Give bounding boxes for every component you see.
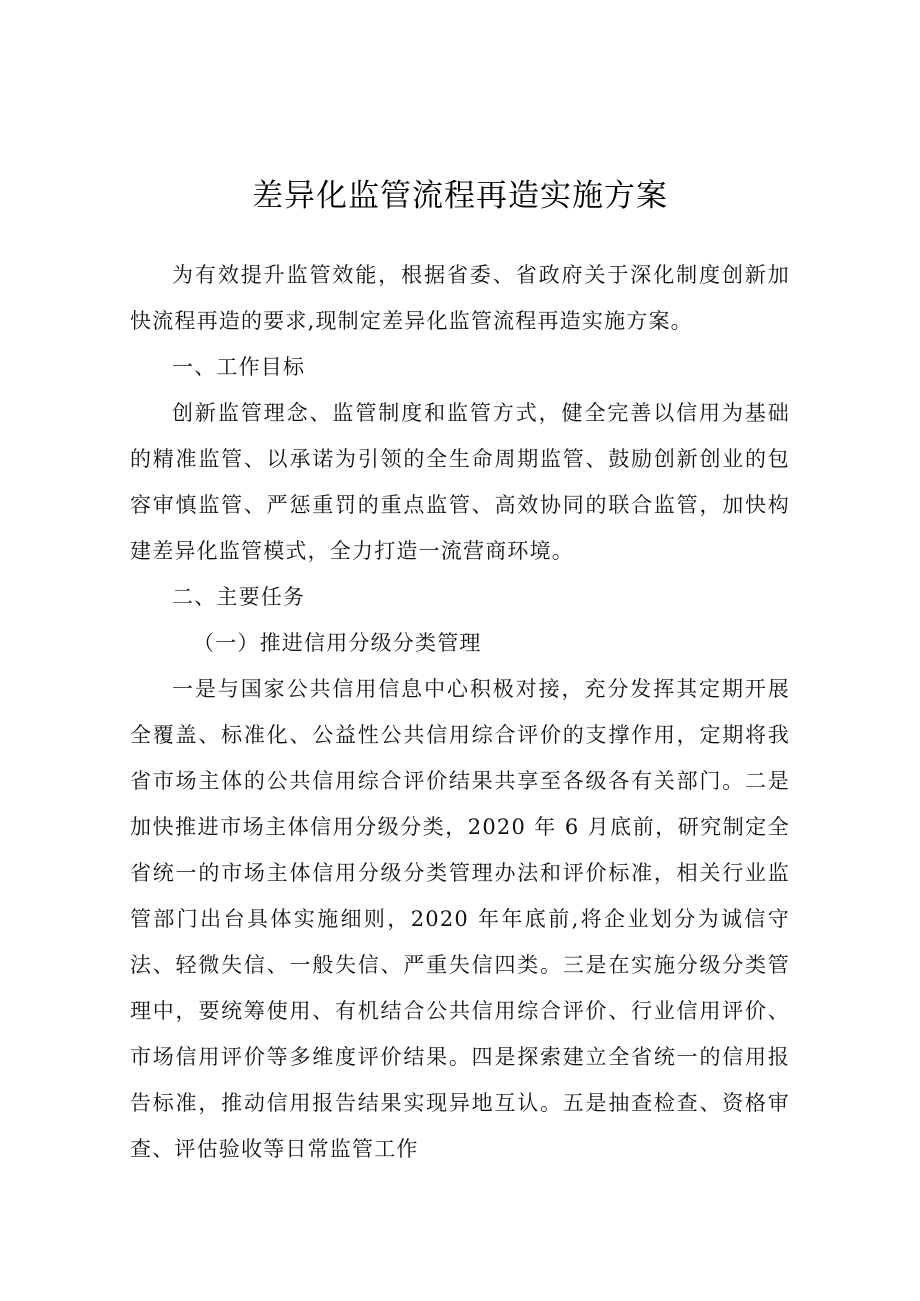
section-heading-tasks: 二、主要任务 — [172, 585, 306, 609]
document-title: 差异化监管流程再造实施方案 — [252, 178, 668, 214]
goals-paragraph: 创新监管理念、监管制度和监管方式，健全完善以信用为基础的精准监管、以承诺为引领的全生命周期监管、鼓励创新创业的包容审慎监管、严惩重罚的重点监管、高效协同的联合监管，加快构建差异化监管模式，全力打造一流营商环境。 — [130, 401, 790, 563]
section-heading-goals: 一、工作目标 — [172, 355, 306, 379]
subsection-heading-credit: （一）推进信用分级分类管理 — [193, 631, 482, 655]
document-body — [130, 170, 790, 1172]
intro-paragraph: 为有效提升监管效能，根据省委、省政府关于深化制度创新加快流程再造的要求,现制定差异化监管流程再造实施方案。 — [130, 263, 790, 333]
credit-paragraph: 一是与国家公共信用信息中心积极对接，充分发挥其定期开展全覆盖、标准化、公益性公共信用综合评价的支撑作用，定期将我省市场主体的公共信用综合评价结果共享至各级各有关部门。二是加快推进市场主体信用分级分类，2020 年 6 月底前，研究制定全省统一的市场主体信用分级分类管理办法和评价标准，相关行业监管部门出台具体实施细则，2020 年年底前,将企业划分为诚信守法、轻微失信、一般失信、严重失信四类。三是在实施分级分类管理中，要统筹使用、有机结合公共信用综合评价、行业信用评价、市场信用评价等多维度评价结果。四是探索建立全省统一的信用报告标准，推动信用报告结果实现异地互认。五是抽查检查、资格审查、评估验收等日常监管工作 — [130, 677, 790, 1161]
